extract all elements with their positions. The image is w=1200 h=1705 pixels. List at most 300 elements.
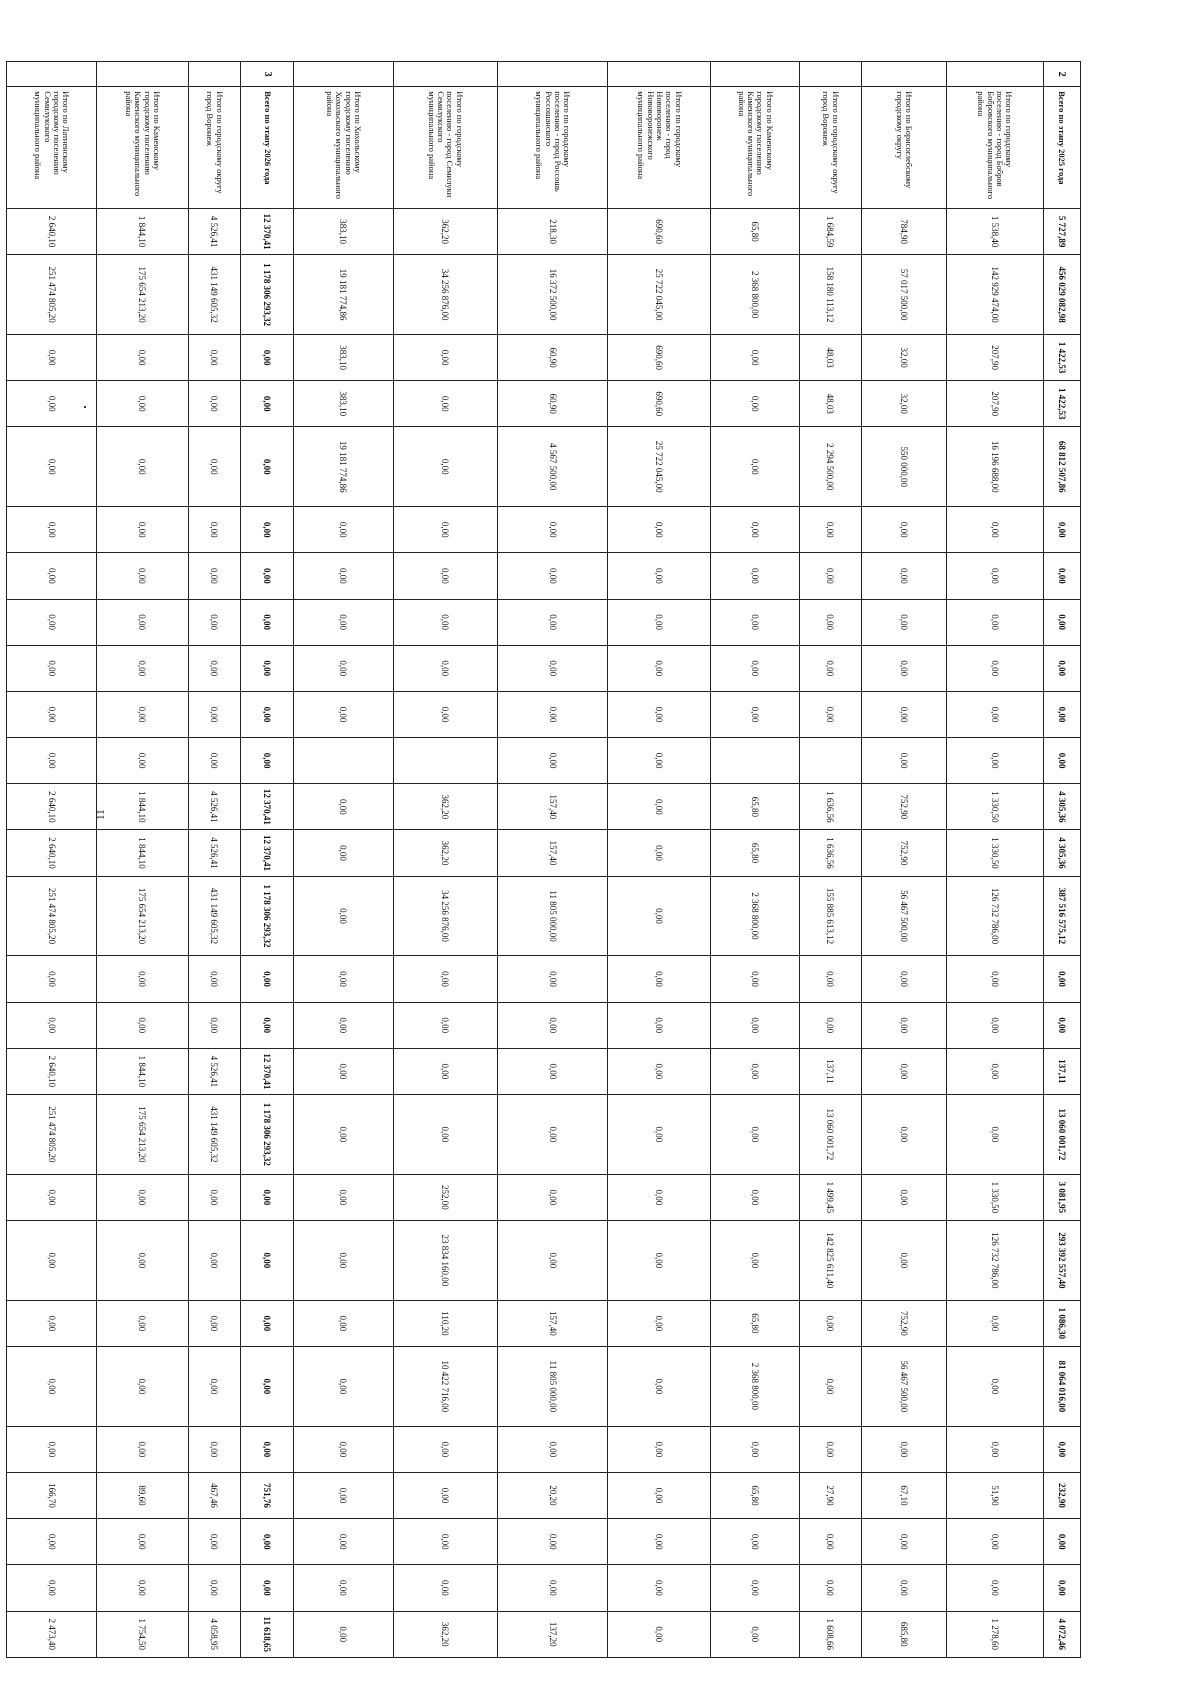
- table-cell: 0,00: [393, 1002, 497, 1048]
- table-cell: 0,00: [7, 427, 97, 507]
- table-cell: 0,00: [293, 645, 393, 691]
- table-cell: 1 844,10: [97, 784, 188, 830]
- table-cell: 383,10: [293, 208, 393, 254]
- table-cell: 0,00: [241, 553, 294, 599]
- table-cell: 0,00: [497, 1002, 608, 1048]
- table-cell: 142 929 474,00: [946, 255, 1043, 335]
- table-cell: 0,00: [97, 645, 188, 691]
- table-cell: 0,00: [711, 553, 800, 599]
- table-cell: 0,00: [97, 427, 188, 507]
- table-cell: 0,00: [862, 1426, 947, 1472]
- table-cell: 0,00: [946, 507, 1043, 553]
- row-number: 3: [241, 62, 294, 87]
- table-cell: 0,00: [862, 1565, 947, 1611]
- table-cell: 0,00: [393, 381, 497, 427]
- table-cell: 362,20: [393, 208, 497, 254]
- rotated-table-container: [6, 61, 1081, 1658]
- table-cell: 65,80: [711, 1300, 800, 1346]
- table-cell: [293, 738, 393, 784]
- table-cell: 4 072,46: [1043, 1611, 1080, 1657]
- table-cell: 0,00: [608, 507, 711, 553]
- table-row: [608, 62, 711, 1658]
- table-cell: 383,10: [293, 334, 393, 380]
- table-cell: 1 086,30: [1043, 1300, 1080, 1346]
- table-cell: 0,00: [188, 599, 241, 645]
- table-cell: 0,00: [608, 1346, 711, 1426]
- table-cell: 0,00: [497, 1095, 608, 1175]
- table-cell: 0,00: [188, 553, 241, 599]
- table-cell: 10 422 716,00: [393, 1346, 497, 1426]
- table-cell: 0,00: [7, 1300, 97, 1346]
- table-cell: 110,20: [393, 1300, 497, 1346]
- table-cell: 60,90: [497, 381, 608, 427]
- table-cell: 0,00: [711, 1611, 800, 1657]
- table-cell: 550 000,00: [862, 427, 947, 507]
- table-cell: 0,00: [241, 381, 294, 427]
- table-cell: 4 567 500,00: [497, 427, 608, 507]
- table-cell: 0,00: [946, 691, 1043, 737]
- table-cell: 0,00: [711, 381, 800, 427]
- table-cell: 34 256 876,00: [393, 876, 497, 956]
- table-cell: 0,00: [188, 427, 241, 507]
- table-cell: 0,00: [7, 691, 97, 737]
- table-cell: 0,00: [946, 645, 1043, 691]
- table-cell: 65,80: [711, 830, 800, 876]
- table-cell: 19 181 774,86: [293, 255, 393, 335]
- table-cell: 362,20: [393, 784, 497, 830]
- table-cell: 5 727,89: [1043, 208, 1080, 254]
- table-cell: 0,00: [97, 691, 188, 737]
- table-cell: 11 618,65: [241, 1611, 294, 1657]
- table-cell: 0,00: [293, 691, 393, 737]
- table-cell: 137,11: [1043, 1048, 1080, 1094]
- table-cell: 1 330,50: [946, 830, 1043, 876]
- table-cell: 0,00: [799, 1565, 861, 1611]
- table-cell: 0,00: [293, 1002, 393, 1048]
- table-cell: 0,00: [862, 1048, 947, 1094]
- table-cell: 4 526,41: [188, 1048, 241, 1094]
- table-cell: 0,00: [188, 334, 241, 380]
- table-cell: 27,90: [799, 1472, 861, 1518]
- table-cell: 0,00: [608, 1300, 711, 1346]
- table-cell: 81 064 016,00: [1043, 1346, 1080, 1426]
- table-cell: 0,00: [188, 1174, 241, 1220]
- table-cell: 0,00: [241, 427, 294, 507]
- table-cell: 0,00: [497, 507, 608, 553]
- table-cell: 4 305,36: [1043, 830, 1080, 876]
- table-cell: 0,00: [241, 334, 294, 380]
- table-cell: 0,00: [608, 1048, 711, 1094]
- table-row: [497, 62, 608, 1658]
- table-cell: 0,00: [393, 1519, 497, 1565]
- table-cell: 48,03: [799, 334, 861, 380]
- table-cell: 0,00: [608, 738, 711, 784]
- table-cell: 11 805 000,00: [497, 1346, 608, 1426]
- table-cell: 158 180 113,12: [799, 255, 861, 335]
- table-cell: 0,00: [7, 645, 97, 691]
- table-cell: 0,00: [497, 1220, 608, 1300]
- table-cell: 1 178 306 293,32: [241, 876, 294, 956]
- table-cell: 19 181 774,86: [293, 427, 393, 507]
- table-cell: 1 608,66: [799, 1611, 861, 1657]
- table-cell: 0,00: [7, 553, 97, 599]
- table-cell: 232,90: [1043, 1472, 1080, 1518]
- table-cell: 0,00: [711, 1220, 800, 1300]
- table-cell: 0,00: [7, 1220, 97, 1300]
- table-cell: 0,00: [241, 1174, 294, 1220]
- table-cell: 2 473,40: [7, 1611, 97, 1657]
- table-cell: 0,00: [241, 956, 294, 1002]
- row-label: Итого по Латненскому городскому поселению Семилукского муниципального района: [7, 87, 97, 209]
- table-cell: 0,00: [497, 1174, 608, 1220]
- table-cell: 0,00: [711, 599, 800, 645]
- table-cell: 0,00: [293, 599, 393, 645]
- table-cell: 0,00: [608, 1002, 711, 1048]
- table-cell: 0,00: [711, 507, 800, 553]
- table-cell: 0,00: [293, 1426, 393, 1472]
- table-cell: 0,00: [608, 645, 711, 691]
- table-cell: 166,70: [7, 1472, 97, 1518]
- table-cell: 0,00: [188, 1519, 241, 1565]
- table-cell: 0,00: [393, 1048, 497, 1094]
- table-cell: 0,00: [711, 1519, 800, 1565]
- table-cell: 752,90: [862, 784, 947, 830]
- table-cell: 0,00: [241, 1300, 294, 1346]
- table-cell: 0,00: [862, 738, 947, 784]
- row-label: Итого по городскому поселению - город Нововоронеж Нововоронежского муниципального района: [608, 87, 711, 209]
- table-cell: 0,00: [97, 1300, 188, 1346]
- row-label: Итого по городскому поселению - город Семилуки Семилукского муниципального района: [393, 87, 497, 209]
- table-cell: 0,00: [97, 1565, 188, 1611]
- table-cell: 0,00: [711, 1174, 800, 1220]
- table-cell: 431 149 605,32: [188, 1095, 241, 1175]
- table-cell: 0,00: [188, 1346, 241, 1426]
- table-cell: 207,90: [946, 334, 1043, 380]
- table-cell: 0,00: [7, 738, 97, 784]
- table-cell: 0,00: [862, 553, 947, 599]
- table-cell: 0,00: [497, 691, 608, 737]
- table-cell: 32,00: [862, 381, 947, 427]
- table-cell: 0,00: [608, 956, 711, 1002]
- table-cell: 4 526,41: [188, 208, 241, 254]
- table-cell: 431 149 605,32: [188, 255, 241, 335]
- table-cell: 0,00: [7, 1519, 97, 1565]
- table-cell: 0,00: [188, 381, 241, 427]
- row-number: [608, 62, 711, 87]
- table-cell: 67,10: [862, 1472, 947, 1518]
- row-number: [393, 62, 497, 87]
- row-label: Итого по Борисоглебскому городскому округу: [862, 87, 947, 209]
- table-cell: 752,90: [862, 1300, 947, 1346]
- row-number: [799, 62, 861, 87]
- table-cell: 0,00: [188, 738, 241, 784]
- table-row: [188, 62, 241, 1658]
- table-cell: 1 499,45: [799, 1174, 861, 1220]
- table-cell: 0,00: [711, 1565, 800, 1611]
- table-cell: 218,30: [497, 208, 608, 254]
- table-cell: 0,00: [497, 1519, 608, 1565]
- table-cell: 751,76: [241, 1472, 294, 1518]
- table-cell: 0,00: [608, 1220, 711, 1300]
- table-cell: 0,00: [393, 645, 497, 691]
- row-label: Итого по Каменскому городскому поселению Каменского муниципального района: [97, 87, 188, 209]
- table-cell: 0,00: [293, 876, 393, 956]
- table-cell: 0,00: [946, 956, 1043, 1002]
- table-cell: 0,00: [97, 599, 188, 645]
- table-cell: 1 278,60: [946, 1611, 1043, 1657]
- table-cell: 65,80: [711, 1472, 800, 1518]
- table-cell: 1 330,50: [946, 784, 1043, 830]
- row-label: Итого по городскому поселению - город Бобров Бобровского муниципального района: [946, 87, 1043, 209]
- table-cell: 0,00: [241, 1346, 294, 1426]
- table-cell: 0,00: [1043, 1565, 1080, 1611]
- row-label: Итого по городскому поселению - город Россошь Россошанского муниципального района: [497, 87, 608, 209]
- table-cell: 0,00: [497, 645, 608, 691]
- table-cell: 1 636,56: [799, 784, 861, 830]
- table-cell: 0,00: [393, 1095, 497, 1175]
- table-cell: 0,00: [1043, 599, 1080, 645]
- table-cell: 252,00: [393, 1174, 497, 1220]
- table-row: [946, 62, 1043, 1658]
- table-cell: 456 029 082,98: [1043, 255, 1080, 335]
- table-cell: 0,00: [97, 334, 188, 380]
- table-cell: 0,00: [293, 553, 393, 599]
- table-cell: 0,00: [293, 784, 393, 830]
- table-cell: 0,00: [241, 1002, 294, 1048]
- table-cell: 0,00: [393, 956, 497, 1002]
- row-label: Итого по городскому округу город Воронеж: [188, 87, 241, 209]
- table-cell: 175 654 213,20: [97, 876, 188, 956]
- table-cell: 0,00: [862, 1095, 947, 1175]
- table-cell: 20,20: [497, 1472, 608, 1518]
- row-label: Всего по этапу 2025 года: [1043, 87, 1080, 209]
- table-cell: 0,00: [862, 645, 947, 691]
- table-cell: 1 636,56: [799, 830, 861, 876]
- table-cell: 0,00: [497, 738, 608, 784]
- table-cell: 0,00: [608, 830, 711, 876]
- row-number: [711, 62, 800, 87]
- table-cell: 0,00: [608, 599, 711, 645]
- table-cell: 0,00: [293, 1565, 393, 1611]
- table-cell: 0,00: [608, 691, 711, 737]
- table-cell: 0,00: [711, 1426, 800, 1472]
- table-cell: 11 805 000,00: [497, 876, 608, 956]
- table-row: [862, 62, 947, 1658]
- table-cell: 0,00: [7, 599, 97, 645]
- table-cell: 1 844,10: [97, 208, 188, 254]
- table-cell: 0,00: [1043, 691, 1080, 737]
- table-cell: 126 732 786,00: [946, 1220, 1043, 1300]
- table-cell: 0,00: [7, 1174, 97, 1220]
- table-cell: 690,60: [608, 334, 711, 380]
- table-cell: 0,00: [293, 1048, 393, 1094]
- table-cell: 1 538,40: [946, 208, 1043, 254]
- table-cell: 0,00: [497, 1426, 608, 1472]
- row-label: Итого по городскому округу город Воронеж: [799, 87, 861, 209]
- table-cell: 0,00: [862, 507, 947, 553]
- table-cell: 0,00: [946, 1095, 1043, 1175]
- table-cell: 467,46: [188, 1472, 241, 1518]
- table-cell: 142 825 611,40: [799, 1220, 861, 1300]
- table-cell: 0,00: [711, 956, 800, 1002]
- table-cell: 0,00: [711, 1048, 800, 1094]
- table-cell: 0,00: [188, 1426, 241, 1472]
- table-cell: 13 060 001,72: [1043, 1095, 1080, 1175]
- table-cell: 0,00: [799, 599, 861, 645]
- table-cell: 0,00: [946, 1519, 1043, 1565]
- table-cell: 2 368 800,00: [711, 255, 800, 335]
- table-cell: 1 684,59: [799, 208, 861, 254]
- table-cell: 0,00: [862, 1174, 947, 1220]
- table-cell: 0,00: [188, 1220, 241, 1300]
- total-row: [1043, 62, 1080, 1658]
- table-cell: 0,00: [799, 1002, 861, 1048]
- table-body: [7, 62, 1081, 1658]
- table-cell: 387 516 575,12: [1043, 876, 1080, 956]
- table-cell: 0,00: [393, 334, 497, 380]
- table-cell: 0,00: [7, 1346, 97, 1426]
- table-cell: 0,00: [393, 507, 497, 553]
- table-cell: 32,00: [862, 334, 947, 380]
- table-cell: 0,00: [608, 1426, 711, 1472]
- table-cell: 0,00: [608, 1472, 711, 1518]
- data-table: [6, 61, 1081, 1658]
- table-row: [97, 62, 188, 1658]
- table-cell: 65,80: [711, 208, 800, 254]
- table-cell: 0,00: [241, 599, 294, 645]
- table-cell: 0,00: [799, 645, 861, 691]
- table-cell: 0,00: [293, 1472, 393, 1518]
- table-cell: 0,00: [608, 1174, 711, 1220]
- table-cell: 0,00: [188, 1300, 241, 1346]
- table-cell: 4 058,95: [188, 1611, 241, 1657]
- row-number: [862, 62, 947, 87]
- table-cell: 0,00: [97, 507, 188, 553]
- table-cell: 4 526,41: [188, 784, 241, 830]
- table-cell: 68 812 507,86: [1043, 427, 1080, 507]
- table-cell: 0,00: [862, 956, 947, 1002]
- table-cell: [711, 738, 800, 784]
- table-cell: 51,90: [946, 1472, 1043, 1518]
- table-cell: 2 294 500,00: [799, 427, 861, 507]
- table-cell: 1 330,50: [946, 1174, 1043, 1220]
- table-cell: 0,00: [188, 507, 241, 553]
- table-cell: 0,00: [1043, 1519, 1080, 1565]
- table-cell: 0,00: [188, 645, 241, 691]
- table-cell: 4 305,36: [1043, 784, 1080, 830]
- table-cell: 0,00: [608, 1611, 711, 1657]
- table-cell: 685,80: [862, 1611, 947, 1657]
- table-cell: 0,00: [393, 1472, 497, 1518]
- table-cell: 155 885 613,12: [799, 876, 861, 956]
- table-cell: 157,40: [497, 1300, 608, 1346]
- table-cell: 89,60: [97, 1472, 188, 1518]
- table-cell: 0,00: [799, 956, 861, 1002]
- table-cell: 0,00: [7, 1565, 97, 1611]
- table-cell: 752,90: [862, 830, 947, 876]
- table-cell: 0,00: [799, 553, 861, 599]
- table-cell: 0,00: [608, 1565, 711, 1611]
- table-cell: 137,11: [799, 1048, 861, 1094]
- table-cell: 690,60: [608, 381, 711, 427]
- row-number: [188, 62, 241, 87]
- table-row: [7, 62, 97, 1658]
- table-cell: 0,00: [608, 1519, 711, 1565]
- table-row: [711, 62, 800, 1658]
- table-cell: 0,00: [188, 691, 241, 737]
- table-cell: 2 640,10: [7, 784, 97, 830]
- table-cell: 0,00: [241, 1565, 294, 1611]
- table-cell: 2 640,10: [7, 208, 97, 254]
- table-cell: 0,00: [7, 1002, 97, 1048]
- table-cell: 12 370,41: [241, 830, 294, 876]
- table-cell: 56 467 500,00: [862, 876, 947, 956]
- table-cell: 13 060 001,72: [799, 1095, 861, 1175]
- table-cell: 0,00: [293, 1611, 393, 1657]
- table-cell: 0,00: [241, 1220, 294, 1300]
- table-cell: 157,40: [497, 784, 608, 830]
- row-number: [293, 62, 393, 87]
- table-row: [799, 62, 861, 1658]
- table-cell: 1 178 306 293,32: [241, 255, 294, 335]
- table-cell: 0,00: [799, 1300, 861, 1346]
- table-cell: 0,00: [608, 553, 711, 599]
- row-label: Итого по Каменскому городскому поселению Каменского муниципального района: [711, 87, 800, 209]
- table-cell: [393, 738, 497, 784]
- table-cell: 0,00: [711, 1095, 800, 1175]
- table-cell: 0,00: [393, 1565, 497, 1611]
- table-cell: 1 844,10: [97, 1048, 188, 1094]
- table-cell: 0,00: [293, 1220, 393, 1300]
- row-label: Всего по этапу 2026 года: [241, 87, 294, 209]
- table-cell: 2 640,10: [7, 1048, 97, 1094]
- table-cell: 0,00: [608, 784, 711, 830]
- table-cell: 0,00: [293, 1519, 393, 1565]
- table-cell: 2 640,10: [7, 830, 97, 876]
- table-cell: 23 834 160,00: [393, 1220, 497, 1300]
- table-cell: 0,00: [293, 956, 393, 1002]
- table-cell: 0,00: [97, 1426, 188, 1472]
- table-cell: 0,00: [862, 1002, 947, 1048]
- table-cell: 0,00: [497, 1565, 608, 1611]
- table-cell: 0,00: [7, 334, 97, 380]
- table-cell: 0,00: [497, 553, 608, 599]
- table-cell: 0,00: [1043, 1002, 1080, 1048]
- table-cell: 0,00: [1043, 507, 1080, 553]
- table-cell: 0,00: [497, 956, 608, 1002]
- table-cell: 0,00: [711, 1002, 800, 1048]
- table-cell: 0,00: [1043, 553, 1080, 599]
- table-cell: 0,00: [97, 553, 188, 599]
- table-cell: 34 256 876,00: [393, 255, 497, 335]
- table-cell: 1 422,53: [1043, 381, 1080, 427]
- table-cell: 0,00: [293, 1346, 393, 1426]
- table-cell: 0,00: [1043, 1426, 1080, 1472]
- row-label: Итого по Хохольскому городскому поселению Хохольского муниципального района: [293, 87, 393, 209]
- table-cell: 0,00: [97, 1519, 188, 1565]
- table-cell: 175 654 213,20: [97, 1095, 188, 1175]
- table-cell: 25 722 045,00: [608, 427, 711, 507]
- table-cell: 0,00: [946, 1426, 1043, 1472]
- table-cell: 293 392 557,40: [1043, 1220, 1080, 1300]
- table-cell: 207,90: [946, 381, 1043, 427]
- table-cell: 690,60: [608, 208, 711, 254]
- table-cell: 0,00: [241, 1426, 294, 1472]
- table-cell: 137,20: [497, 1611, 608, 1657]
- table-cell: 16 372 500,00: [497, 255, 608, 335]
- table-cell: 0,00: [188, 1002, 241, 1048]
- table-cell: 251 474 805,20: [7, 876, 97, 956]
